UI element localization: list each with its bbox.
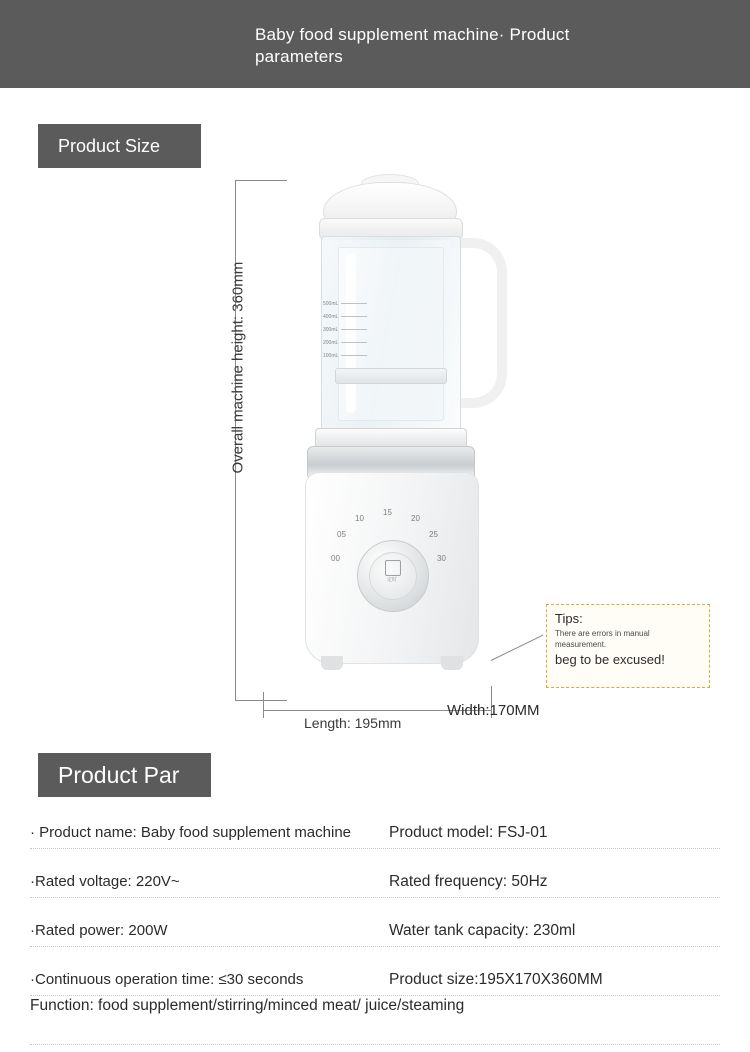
dial-mark: 10: [355, 514, 364, 523]
table-row: [30, 996, 720, 1045]
table-row: [30, 947, 720, 996]
dial-mark: 30: [437, 554, 446, 563]
dial-mark: 00: [331, 554, 340, 563]
blade-assembly: [335, 368, 447, 384]
param-voltage: ·Rated voltage: 220V~: [30, 873, 180, 890]
base-foot: [321, 656, 343, 670]
section-tag-product-size: [38, 124, 201, 168]
table-row: [30, 849, 720, 898]
param-operation-time: ·Continuous operation time: ≤30 seconds: [30, 971, 304, 988]
section-tag-product-parameters-label: Product Par: [58, 761, 180, 788]
height-dimension-tick-bottom: [235, 700, 287, 701]
dial-mark: 15: [383, 508, 392, 517]
height-dimension-label: Overall machine height: 360mm: [229, 261, 247, 474]
jar-scale-mark: 200mL: [323, 337, 383, 350]
param-function: Function: food supplement/stirring/minced meat/ juice/steaming: [30, 997, 465, 1014]
param-model: Product model: FSJ-01: [389, 824, 548, 841]
dial-mark: 20: [411, 514, 420, 523]
jar-scale-mark: 400mL: [323, 311, 383, 324]
page-title: Baby food supplement machine· Product parameters: [255, 25, 570, 66]
section-tag-product-size-label: Product Size: [58, 135, 161, 156]
length-dimension-tick-left: [263, 692, 264, 718]
dial-mark: 05: [337, 530, 346, 539]
dial-mark: 25: [429, 530, 438, 539]
base-foot: [441, 656, 463, 670]
jar-scale-mark: 100mL: [323, 350, 383, 363]
param-frequency: Rated frequency: 50Hz: [389, 873, 548, 890]
length-dimension-label: Length: 195mm: [300, 715, 405, 731]
timer-knob-label: 定时: [386, 577, 397, 583]
param-power: ·Rated power: 200W: [30, 922, 168, 939]
timer-icon: [385, 560, 401, 576]
tips-note: There are errors in manual measurement.: [555, 629, 650, 649]
table-row: [30, 898, 720, 947]
jar-scale-mark: 500mL: [323, 298, 383, 311]
param-tank-capacity: Water tank capacity: 230ml: [389, 922, 576, 939]
width-dimension-label: Width:170MM: [447, 702, 540, 719]
param-product-size: Product size:195X170X360MM: [389, 971, 603, 988]
param-name: · Product name: Baby food supplement machine: [30, 824, 352, 841]
tips-box: [546, 604, 710, 688]
tips-emphasis: beg to be excused!: [555, 652, 665, 667]
parameters-table: [30, 800, 720, 1045]
jar-scale-marks: [323, 298, 383, 363]
jar-scale-mark: 300mL: [323, 324, 383, 337]
tips-title: Tips:: [555, 611, 583, 626]
blender-illustration: [265, 178, 535, 698]
table-row: [30, 800, 720, 849]
section-tag-product-parameters: [38, 753, 211, 797]
